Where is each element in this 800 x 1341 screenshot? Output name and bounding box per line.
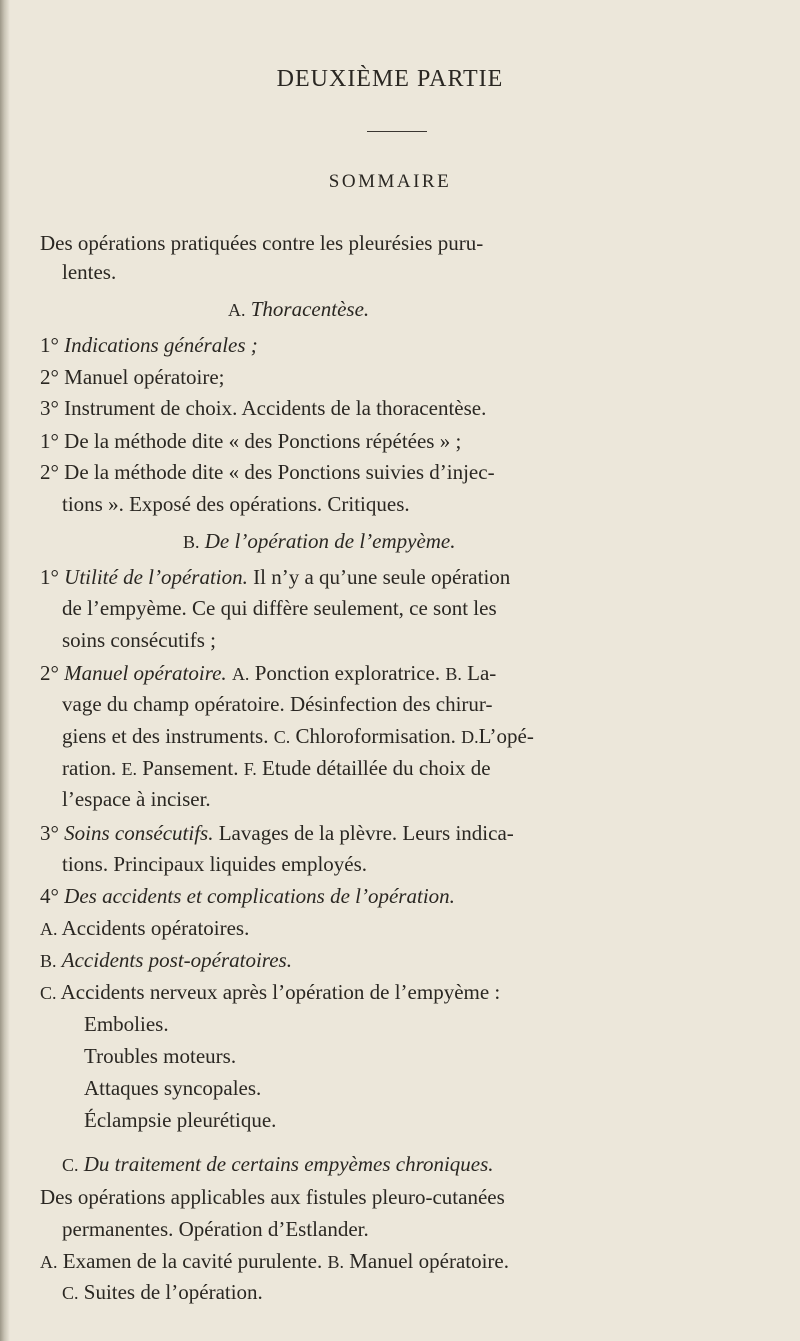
b-item-2-title: Manuel opératoire. xyxy=(64,661,227,685)
title-rule xyxy=(367,131,427,132)
c-line-4-c-letter: C. xyxy=(62,1283,79,1303)
section-a-heading xyxy=(228,299,369,320)
nervous-list-item: Troubles moteurs. xyxy=(84,1044,237,1068)
nervous-list-item: Attaques syncopales. xyxy=(84,1076,262,1100)
b-item-2-d-text: L’opé- xyxy=(478,724,534,748)
b-item-2-c-letter: C. xyxy=(273,727,291,747)
section-b-letter: B. xyxy=(183,532,200,552)
b-item-4-number: 4° xyxy=(40,884,59,908)
b-item-2-line-1 xyxy=(40,663,496,684)
b-item-2-e-letter: E. xyxy=(121,759,137,779)
b-item-2-line-5: l’espace à inciser. xyxy=(62,787,211,811)
b-item-2-a-letter: A. xyxy=(231,664,250,684)
b-item-1-text: Il n’y a qu’une seule opération xyxy=(253,565,511,589)
c-line-3 xyxy=(40,1251,509,1272)
section-c-title: Du traitement de certains empyèmes chroniques. xyxy=(83,1152,494,1176)
a-item-2 xyxy=(40,367,225,388)
c-line-3-a-text: Examen de la cavité purulente. xyxy=(62,1249,323,1273)
part-title: DEUXIÈME PARTIE xyxy=(276,66,504,92)
b-item-2-c-text: Chloroformisation. xyxy=(295,724,456,748)
c-line-3-a-letter: A. xyxy=(40,1252,58,1272)
b-sub-a xyxy=(40,918,249,939)
a-item-5-number: 2° xyxy=(40,460,59,484)
b-item-2-line-2: vage du champ opératoire. Désinfection des chirur- xyxy=(62,692,493,716)
b-item-3-line-2: tions. Principaux liquides employés. xyxy=(62,852,368,876)
section-c-letter: C. xyxy=(62,1155,79,1175)
section-b-heading xyxy=(183,531,456,552)
a-item-2-text: Manuel opératoire; xyxy=(64,365,225,389)
section-c-heading xyxy=(62,1154,494,1175)
b-item-1-line-1 xyxy=(40,567,510,588)
c-line-3-b-text: Manuel opératoire. xyxy=(349,1249,510,1273)
a-item-4 xyxy=(40,431,461,452)
c-line-2: permanentes. Opération d’Estlander. xyxy=(62,1217,369,1241)
a-item-2-number: 2° xyxy=(40,365,59,389)
c-line-4 xyxy=(62,1282,263,1303)
b-sub-b-letter: B. xyxy=(40,951,57,971)
b-item-2-f-text: Etude détaillée du choix de xyxy=(262,756,491,780)
b-item-2-e-text: Pansement. xyxy=(142,756,239,780)
b-sub-a-text: Accidents opératoires. xyxy=(61,916,250,940)
a-item-5-text: De la méthode dite « des Ponctions suivies d’injec- xyxy=(64,460,495,484)
section-b-title: De l’opération de l’empyème. xyxy=(204,529,456,553)
b-sub-a-letter: A. xyxy=(40,919,58,939)
c-line-4-c-text: Suites de l’opération. xyxy=(83,1280,263,1304)
b-item-1-number: 1° xyxy=(40,565,59,589)
b-item-4 xyxy=(40,886,455,907)
b-item-1-title: Utilité de l’opération. xyxy=(64,565,248,589)
nervous-list-item: Embolies. xyxy=(84,1012,169,1036)
b-item-2-b-letter: B. xyxy=(445,664,462,684)
a-item-4-number: 1° xyxy=(40,429,59,453)
b-sub-c-letter: C. xyxy=(40,983,57,1003)
a-item-3 xyxy=(40,398,486,419)
a-item-1-number: 1° xyxy=(40,333,59,357)
intro-line-2: lentes. xyxy=(62,260,117,284)
b-item-2-line-4 xyxy=(62,758,491,779)
c-line-3-b-letter: B. xyxy=(327,1252,344,1272)
b-item-3-title: Soins consécutifs. xyxy=(64,821,214,845)
a-item-1-text: Indications générales ; xyxy=(64,333,258,357)
b-item-2-number: 2° xyxy=(40,661,59,685)
b-item-2-line-3-text: giens et des instruments. xyxy=(62,724,269,748)
section-a-title: Thoracentèse. xyxy=(250,297,370,321)
b-item-2-d-letter: D. xyxy=(461,727,479,747)
b-sub-b-text: Accidents post-opératoires. xyxy=(61,948,292,972)
b-item-2-a-text: Ponction exploratrice. xyxy=(254,661,441,685)
a-item-5 xyxy=(40,462,495,483)
b-item-3-text: Lavages de la plèvre. Leurs indica- xyxy=(218,821,514,845)
b-item-2-line-4-text: ration. xyxy=(62,756,117,780)
a-item-3-text: Instrument de choix. Accidents de la thoracentèse. xyxy=(64,396,487,420)
intro-line-1: Des opérations pratiquées contre les pleurésies puru- xyxy=(40,231,484,255)
b-sub-c xyxy=(40,982,500,1003)
b-item-3-line-1 xyxy=(40,823,514,844)
c-line-1: Des opérations applicables aux fistules pleuro-cutanées xyxy=(40,1185,505,1209)
a-item-5-continuation: tions ». Exposé des opérations. Critiques. xyxy=(62,492,410,516)
summary-title: SOMMAIRE xyxy=(328,171,452,192)
b-item-1-line-2: de l’empyème. Ce qui diffère seulement, ce sont les xyxy=(62,596,497,620)
b-sub-c-text: Accidents nerveux après l’opération de l’empyème : xyxy=(60,980,501,1004)
b-item-2-line-3 xyxy=(62,726,534,747)
a-item-4-text: De la méthode dite « des Ponctions répétées » ; xyxy=(64,429,462,453)
b-item-2-f-letter: F. xyxy=(243,759,257,779)
a-item-3-number: 3° xyxy=(40,396,59,420)
section-a-letter: A. xyxy=(228,300,246,320)
a-item-1 xyxy=(40,335,258,356)
b-item-4-title: Des accidents et complications de l’opération. xyxy=(64,884,455,908)
b-item-3-number: 3° xyxy=(40,821,59,845)
b-item-2-b-text: La- xyxy=(467,661,497,685)
b-sub-b xyxy=(40,950,292,971)
b-item-1-line-3: soins consécutifs ; xyxy=(62,628,216,652)
nervous-list-item: Éclampsie pleurétique. xyxy=(84,1108,277,1132)
